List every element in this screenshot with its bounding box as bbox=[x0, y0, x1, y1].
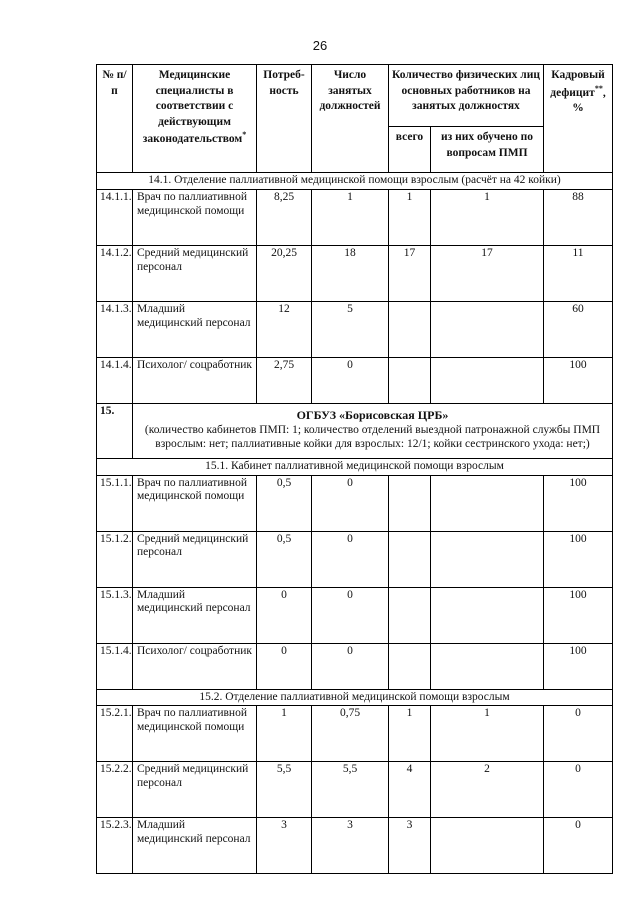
row-num: 14.1.3. bbox=[97, 301, 133, 357]
row-trained bbox=[431, 357, 544, 403]
table-row bbox=[97, 189, 613, 245]
row-need: 20,25 bbox=[257, 245, 312, 301]
row-deficit: 100 bbox=[544, 475, 613, 531]
row-positions: 0 bbox=[312, 531, 389, 587]
row-num: 15.1.4. bbox=[97, 643, 133, 689]
header-need: Потреб-ность bbox=[257, 65, 312, 173]
table-row bbox=[97, 245, 613, 301]
row-specialist: Младший медицинский персонал bbox=[133, 818, 257, 874]
row-need: 3 bbox=[257, 818, 312, 874]
table-row bbox=[97, 475, 613, 531]
row-num: 15.1.1. bbox=[97, 475, 133, 531]
row-need: 12 bbox=[257, 301, 312, 357]
row-total bbox=[389, 587, 431, 643]
header-deficit: Кадровый дефицит**, % bbox=[544, 65, 613, 173]
row-deficit: 100 bbox=[544, 587, 613, 643]
row-need: 0 bbox=[257, 587, 312, 643]
header-total: всего bbox=[389, 127, 431, 173]
section-title: 14.1. Отделение паллиативной медицинской помощи взрослым (расчёт на 42 койки) bbox=[97, 173, 613, 190]
row-num: 15.2.3. bbox=[97, 818, 133, 874]
row-num: 15.1.3. bbox=[97, 587, 133, 643]
row-specialist: Врач по паллиативной медицинской помощи bbox=[133, 475, 257, 531]
row-deficit: 0 bbox=[544, 818, 613, 874]
org-num: 15. bbox=[97, 403, 133, 458]
row-total bbox=[389, 531, 431, 587]
header-num: № п/п bbox=[97, 65, 133, 173]
row-positions: 0 bbox=[312, 587, 389, 643]
row-specialist: Средний медицинский персонал bbox=[133, 245, 257, 301]
section-title-row bbox=[97, 458, 613, 475]
row-num: 14.1.2. bbox=[97, 245, 133, 301]
row-total: 4 bbox=[389, 762, 431, 818]
row-need: 1 bbox=[257, 706, 312, 762]
row-trained bbox=[431, 475, 544, 531]
org-row bbox=[97, 403, 613, 458]
table-row bbox=[97, 643, 613, 689]
row-need: 0,5 bbox=[257, 475, 312, 531]
row-specialist: Психолог/ соцработник bbox=[133, 357, 257, 403]
row-specialist: Психолог/ соцработник bbox=[133, 643, 257, 689]
row-total: 1 bbox=[389, 706, 431, 762]
staffing-table bbox=[96, 64, 613, 874]
section-title-row bbox=[97, 173, 613, 190]
row-deficit: 100 bbox=[544, 531, 613, 587]
row-specialist: Младший медицинский персонал bbox=[133, 587, 257, 643]
row-total bbox=[389, 475, 431, 531]
table-row bbox=[97, 706, 613, 762]
table-row bbox=[97, 301, 613, 357]
row-specialist: Врач по паллиативной медицинской помощи bbox=[133, 189, 257, 245]
org-name: ОГБУЗ «Борисовская ЦРБ» bbox=[296, 407, 449, 422]
row-trained bbox=[431, 818, 544, 874]
row-num: 15.2.1. bbox=[97, 706, 133, 762]
row-num: 15.2.2. bbox=[97, 762, 133, 818]
row-positions: 0 bbox=[312, 357, 389, 403]
row-deficit: 100 bbox=[544, 643, 613, 689]
row-need: 8,25 bbox=[257, 189, 312, 245]
row-total bbox=[389, 357, 431, 403]
row-total bbox=[389, 643, 431, 689]
row-specialist: Средний медицинский персонал bbox=[133, 762, 257, 818]
row-trained bbox=[431, 643, 544, 689]
row-deficit: 100 bbox=[544, 357, 613, 403]
section-title-row bbox=[97, 689, 613, 706]
table-row bbox=[97, 818, 613, 874]
row-deficit: 0 bbox=[544, 762, 613, 818]
row-num: 15.1.2. bbox=[97, 531, 133, 587]
row-positions: 0 bbox=[312, 475, 389, 531]
row-trained: 2 bbox=[431, 762, 544, 818]
row-specialist: Врач по паллиативной медицинской помощи bbox=[133, 706, 257, 762]
row-total: 3 bbox=[389, 818, 431, 874]
row-specialist: Средний медицинский персонал bbox=[133, 531, 257, 587]
row-trained bbox=[431, 301, 544, 357]
row-total: 1 bbox=[389, 189, 431, 245]
row-trained: 1 bbox=[431, 706, 544, 762]
row-deficit: 11 bbox=[544, 245, 613, 301]
row-positions: 5 bbox=[312, 301, 389, 357]
row-need: 0 bbox=[257, 643, 312, 689]
table-header bbox=[97, 65, 613, 173]
row-need: 2,75 bbox=[257, 357, 312, 403]
table-row bbox=[97, 357, 613, 403]
row-positions: 0 bbox=[312, 643, 389, 689]
row-positions: 3 bbox=[312, 818, 389, 874]
header-physical: Количество физических лиц основных работников на занятых должностях bbox=[389, 65, 544, 127]
row-positions: 0,75 bbox=[312, 706, 389, 762]
row-positions: 1 bbox=[312, 189, 389, 245]
row-total: 17 bbox=[389, 245, 431, 301]
row-positions: 5,5 bbox=[312, 762, 389, 818]
page-number: 26 bbox=[312, 38, 328, 53]
row-trained bbox=[431, 587, 544, 643]
row-deficit: 88 bbox=[544, 189, 613, 245]
header-specialists: Медицинские специалисты в соответствии с действующим законодательством* bbox=[133, 65, 257, 173]
header-trained: из них обучено по вопросам ПМП bbox=[431, 127, 544, 173]
row-need: 0,5 bbox=[257, 531, 312, 587]
row-need: 5,5 bbox=[257, 762, 312, 818]
row-trained: 17 bbox=[431, 245, 544, 301]
row-total bbox=[389, 301, 431, 357]
table-body bbox=[97, 173, 613, 874]
table-row bbox=[97, 762, 613, 818]
org-details: (количество кабинетов ПМП: 1; количество отделений выездной патронажной службы ПМП взрослым: нет; паллиативные койки для взрослых: 12/1; койки сестринского ухода: нет;) bbox=[144, 424, 601, 450]
table-row bbox=[97, 587, 613, 643]
section-title: 15.1. Кабинет паллиативной медицинской помощи взрослым bbox=[97, 458, 613, 475]
section-title: 15.2. Отделение паллиативной медицинской помощи взрослым bbox=[97, 689, 613, 706]
row-num: 14.1.1. bbox=[97, 189, 133, 245]
table-row bbox=[97, 531, 613, 587]
row-trained: 1 bbox=[431, 189, 544, 245]
row-trained bbox=[431, 531, 544, 587]
row-positions: 18 bbox=[312, 245, 389, 301]
row-num: 14.1.4. bbox=[97, 357, 133, 403]
org-block bbox=[133, 403, 613, 458]
row-deficit: 0 bbox=[544, 706, 613, 762]
row-specialist: Младший медицинский персонал bbox=[133, 301, 257, 357]
row-deficit: 60 bbox=[544, 301, 613, 357]
header-positions: Число занятых должностей bbox=[312, 65, 389, 173]
